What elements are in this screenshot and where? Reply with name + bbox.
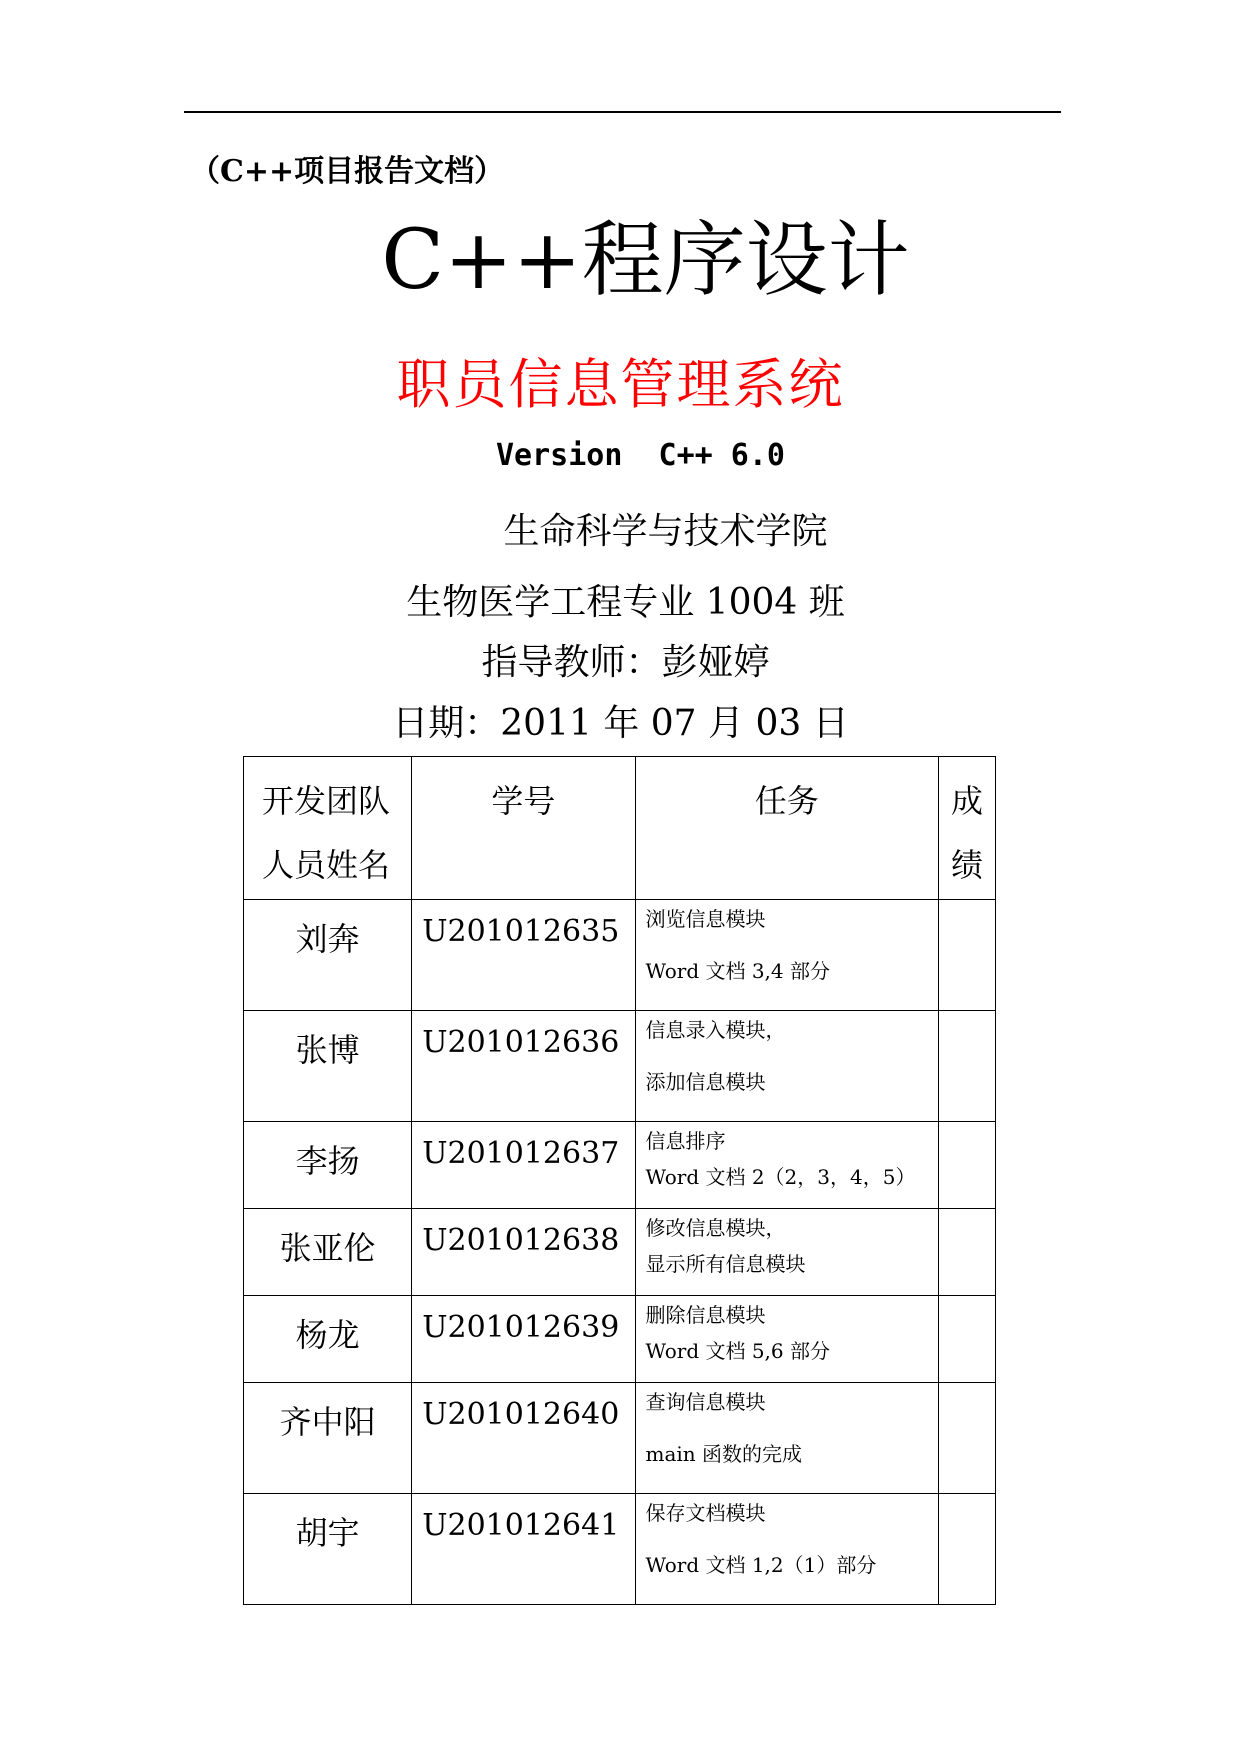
table-row (244, 1296, 996, 1383)
student-id: U201012639 (412, 1296, 635, 1383)
task-line: Word 文档 2（2，3，4，5） (645, 1165, 916, 1189)
member-name: 张亚伦 (244, 1209, 412, 1296)
member-name: 刘奔 (244, 900, 412, 1011)
college-line: 生命科学与技术学院 (503, 511, 828, 552)
grade-cell (938, 1209, 995, 1296)
student-id: U201012635 (412, 900, 635, 1011)
task-line: 删除信息模块 (645, 1303, 766, 1327)
member-name: 齐中阳 (244, 1383, 412, 1494)
student-id: U201012638 (412, 1209, 635, 1296)
header-member-name-line1: 开发团队 (262, 782, 391, 820)
grade-cell (938, 1296, 995, 1383)
task-cell (635, 1494, 938, 1605)
page-title: C++程序设计 (381, 213, 910, 308)
version-line: Version C++ 6.0 (496, 438, 785, 473)
grade-cell (938, 1122, 995, 1209)
task-line: 添加信息模块 (645, 1070, 766, 1094)
task-cell (635, 1209, 938, 1296)
grade-cell (938, 900, 995, 1011)
task-line: main 函数的完成 (645, 1442, 803, 1466)
header-task: 任务 (635, 757, 938, 900)
header-grade-line2: 绩 (950, 846, 983, 884)
table-row (244, 1383, 996, 1494)
table-header-row (244, 757, 996, 900)
document-label: （C++项目报告文档） (190, 154, 505, 189)
student-id: U201012636 (412, 1011, 635, 1122)
task-cell (635, 1296, 938, 1383)
advisor-line: 指导教师：彭娅婷 (481, 642, 770, 683)
task-line: Word 文档 1,2（1）部分 (645, 1553, 877, 1577)
member-name: 杨龙 (244, 1296, 412, 1383)
member-name: 张博 (244, 1011, 412, 1122)
task-cell (635, 900, 938, 1011)
header-member-name-line2: 人员姓名 (262, 846, 391, 884)
grade-cell (938, 1494, 995, 1605)
student-id: U201012640 (412, 1383, 635, 1494)
table-row (244, 1494, 996, 1605)
task-line: 信息排序 (645, 1129, 726, 1153)
task-line: 保存文档模块 (645, 1501, 766, 1525)
major-class-line: 生物医学工程专业 1004 班 (406, 582, 845, 623)
task-cell (635, 1011, 938, 1122)
table-row (244, 1122, 996, 1209)
table-row (244, 1209, 996, 1296)
header-grade-line1: 成 (950, 782, 983, 820)
task-line: 修改信息模块， (645, 1216, 786, 1240)
task-line: 查询信息模块 (645, 1390, 766, 1414)
task-line: 浏览信息模块 (645, 907, 766, 931)
task-line: Word 文档 3,4 部分 (645, 959, 830, 983)
header-grade (938, 757, 995, 900)
table-row (244, 900, 996, 1011)
system-title: 职员信息管理系统 (396, 353, 845, 416)
task-line: 信息录入模块， (645, 1018, 786, 1042)
header-member-name (244, 757, 412, 900)
header-rule (184, 111, 1061, 113)
team-table (243, 756, 996, 1605)
grade-cell (938, 1011, 995, 1122)
task-cell (635, 1383, 938, 1494)
task-cell (635, 1122, 938, 1209)
member-name: 胡宇 (244, 1494, 412, 1605)
header-student-id: 学号 (412, 757, 635, 900)
date-line: 日期：2011 年 07 月 03 日 (392, 703, 849, 744)
member-name: 李扬 (244, 1122, 412, 1209)
student-id: U201012641 (412, 1494, 635, 1605)
grade-cell (938, 1383, 995, 1494)
student-id: U201012637 (412, 1122, 635, 1209)
table-row (244, 1011, 996, 1122)
task-line: Word 文档 5,6 部分 (645, 1339, 830, 1363)
task-line: 显示所有信息模块 (645, 1252, 806, 1276)
